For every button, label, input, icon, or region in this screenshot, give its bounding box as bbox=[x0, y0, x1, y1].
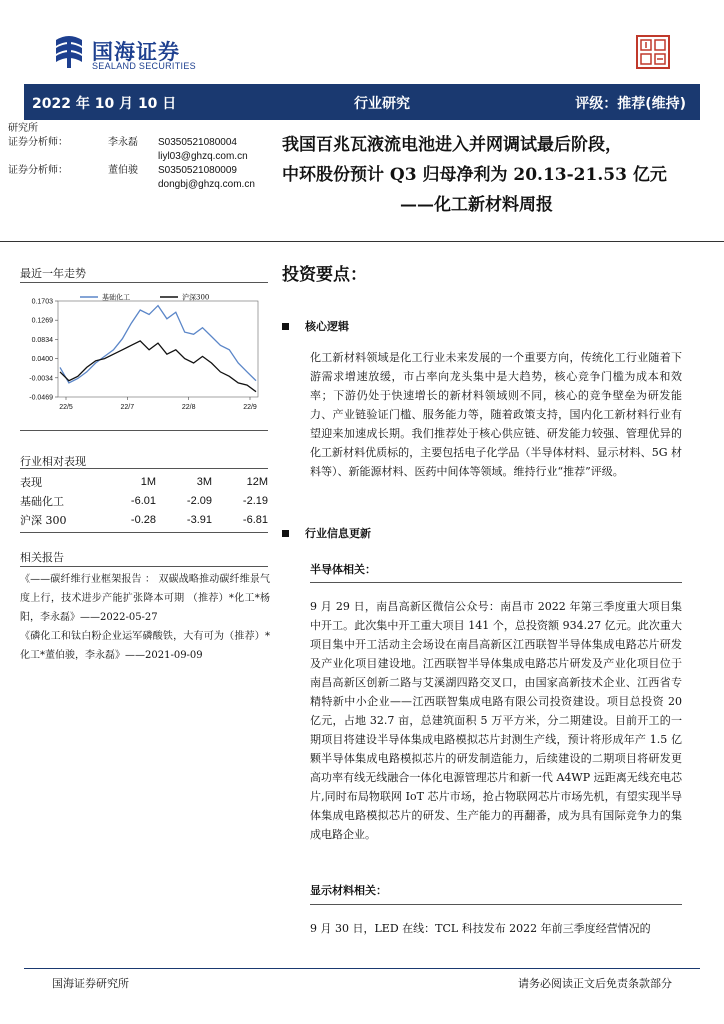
series-line-0 bbox=[60, 306, 256, 383]
analyst-email[interactable]: liyl03@ghzq.com.cn bbox=[158, 151, 248, 162]
title-line-3: ——化工新材料周报 bbox=[400, 195, 553, 215]
divider bbox=[310, 904, 682, 905]
divider bbox=[20, 430, 268, 431]
table-header-cell: 3M bbox=[196, 475, 212, 488]
y-tick-label: 0.1703 bbox=[31, 298, 53, 306]
display-materials-text: 9 月 30 日，LED 在线：TCL 科技发布 2022 年前三季度经营情况的 bbox=[310, 922, 651, 935]
table-header-row bbox=[20, 472, 268, 491]
x-tick-label: 22/5 bbox=[59, 404, 73, 411]
table-cell: -6.81 bbox=[242, 513, 268, 526]
legend-label: 基础化工 bbox=[102, 293, 130, 302]
report-type: 行业研究 bbox=[354, 96, 410, 112]
y-tick-label: -0.0034 bbox=[29, 375, 53, 383]
table-cell: -3.91 bbox=[186, 513, 212, 526]
analyst-row bbox=[8, 164, 268, 178]
trend-chart bbox=[20, 287, 268, 413]
divider bbox=[20, 532, 268, 533]
display-materials-subheading: 显示材料相关： bbox=[310, 884, 387, 897]
report-title bbox=[282, 130, 702, 220]
footer-disclaimer[interactable]: 请务必阅读正文后免责条款部分 bbox=[518, 977, 672, 990]
performance-heading: 行业相对表现 bbox=[20, 455, 86, 468]
core-logic-text: 化工新材料领域是化工行业未来发展的一个重要方向，传统化工行业随着下游需求增速放缓，市占率向龙头集中是大趋势，核心竞争门槛为成本和效率；下游仍处于快速增长的新材料领域则不同，核心的竞争壁垒为研发能力、产业链验证门槛、服务能力等，随着政策支持，国内化工新材料行业有望迎来加速成长期。我们推荐处于核心供应链、研发能力较强、管理优异的化工新材料优质标的，主要包括电子化学品（半导体材料、显示材料、5G 材料等）、新能源材料、医药中间体等领域。维持行业“推荐”评级。 bbox=[310, 351, 682, 478]
table-cell: -6.01 bbox=[130, 494, 156, 507]
x-tick-label: 22/8 bbox=[181, 404, 196, 411]
analyst-role: 证券分析师： bbox=[8, 165, 68, 176]
report-rating: 评级：推荐(维持) bbox=[575, 96, 686, 112]
core-logic-heading: 核心逻辑 bbox=[282, 318, 349, 334]
header-divider bbox=[0, 241, 724, 242]
table-cell: -2.19 bbox=[242, 494, 268, 507]
table-cell: -0.28 bbox=[130, 513, 156, 526]
table-cell: -2.09 bbox=[186, 494, 212, 507]
table-cell: 基础化工 bbox=[20, 494, 64, 508]
divider bbox=[20, 282, 268, 283]
analyst-role: 证券分析师： bbox=[8, 137, 68, 148]
report-date: 2022 年 10 月 10 日 bbox=[32, 96, 177, 112]
analyst-row bbox=[8, 136, 268, 150]
title-line-2: 中环股份预计 Q3 归母净利为 20.13-21.53 亿元 bbox=[282, 165, 667, 185]
title-line-1: 我国百兆瓦液流电池进入并网调试最后阶段， bbox=[282, 135, 622, 155]
analyst-name: 李永磊 bbox=[108, 137, 138, 148]
analyst-email[interactable]: dongbj@ghzq.com.cn bbox=[158, 179, 255, 190]
divider bbox=[310, 582, 682, 583]
company-logo bbox=[52, 34, 202, 74]
table-header-cell: 12M bbox=[246, 475, 268, 488]
legend-label: 沪深300 bbox=[182, 293, 210, 302]
dept-label: 研究所 bbox=[8, 123, 38, 134]
bullet-square-icon bbox=[282, 530, 289, 537]
footer-divider bbox=[24, 968, 700, 969]
divider bbox=[20, 468, 268, 469]
analyst-info bbox=[8, 122, 268, 192]
analyst-row bbox=[8, 178, 268, 192]
report-header-bar bbox=[24, 84, 700, 120]
related-reports-heading: 相关报告 bbox=[20, 551, 64, 564]
analyst-cert: S0350521080004 bbox=[158, 137, 237, 148]
related-report-item[interactable]: 《磷化工和钛白粉企业运军磷酸铁，大有可为（推荐）*化工*董伯骏，李永磊》——2021-09-09 bbox=[20, 631, 270, 661]
analyst-cert: S0350521080009 bbox=[158, 165, 237, 176]
table-header-cell: 表现 bbox=[20, 475, 42, 489]
logo-english-name: SEALAND SECURITIES bbox=[92, 61, 196, 71]
related-reports-list bbox=[20, 570, 270, 665]
analyst-row bbox=[8, 150, 268, 164]
table-row bbox=[20, 491, 268, 510]
y-tick-label: 0.1269 bbox=[31, 317, 53, 325]
table-cell: 沪深 300 bbox=[20, 513, 67, 527]
x-tick-label: 22/7 bbox=[120, 404, 135, 411]
performance-table bbox=[20, 472, 268, 529]
footer-institute: 国海证券研究所 bbox=[52, 977, 129, 990]
key-points-heading: 投资要点： bbox=[282, 265, 367, 285]
divider bbox=[20, 566, 268, 567]
y-tick-label: 0.0834 bbox=[31, 336, 53, 344]
y-tick-label: -0.0469 bbox=[29, 394, 53, 402]
industry-info-heading: 行业信息更新 bbox=[282, 525, 371, 541]
related-report-item[interactable]: 《——碳纤维行业框架报告 ： 双碳战略推动碳纤维景气度上行，技术进步产能扩张降本可期 （推荐）*化工*杨阳，李永磊》——2022-05-27 bbox=[20, 574, 270, 623]
y-tick-label: 0.0400 bbox=[31, 356, 53, 364]
logo-chinese-name: 国海证券 bbox=[92, 40, 180, 64]
trend-heading: 最近一年走势 bbox=[20, 267, 86, 280]
research-seal-icon bbox=[635, 34, 671, 70]
bullet-square-icon bbox=[282, 323, 289, 330]
table-row bbox=[20, 510, 268, 529]
x-tick-label: 22/9 bbox=[243, 404, 257, 411]
table-header-cell: 1M bbox=[140, 475, 156, 488]
semiconductor-subheading: 半导体相关： bbox=[310, 563, 376, 576]
sealand-logo-icon bbox=[52, 34, 86, 70]
analyst-name: 董伯骏 bbox=[108, 165, 138, 176]
semiconductor-text: 9 月 29 日，南昌高新区微信公众号：南昌市 2022 年第三季度重大项目集中开工。此次集中开工重大项目 141 个，总投资额 934.27 亿元。此次重大项目集中开工活动主会场设在南昌高新区江西联智半导体集成电路芯片研发及产业化项目建设地。江西联智半导体集成电路芯片研发及产业化项目位于南昌高新区创新二路与艾溪湖四路交叉口，由国家高新技术企业、江西省专精特新中小企业——江西联智集成电路有限公司投资建设。项目总投资 20 亿元，占地 32.7 亩，总建筑面积 5 万平方米，分二期建设。目前开工的一期项目将建设半导体集成电路模拟芯片封测生产线，预计将形成年产 1.5 亿颗半导体集成电路模拟芯片的研发制造能力，后续建设的二期项目将研发更高功率有线无线融合一体化电源管理芯片和新一代 A4WP 远距离无线充电芯片,同时布局物联网 IoT 芯片市场，抢占物联网芯片市场先机，有望实现半导体集成电路模拟芯片的研发、生产能力的再翻番，成为具有国际竞争力的集成电路企业。 bbox=[310, 600, 682, 841]
